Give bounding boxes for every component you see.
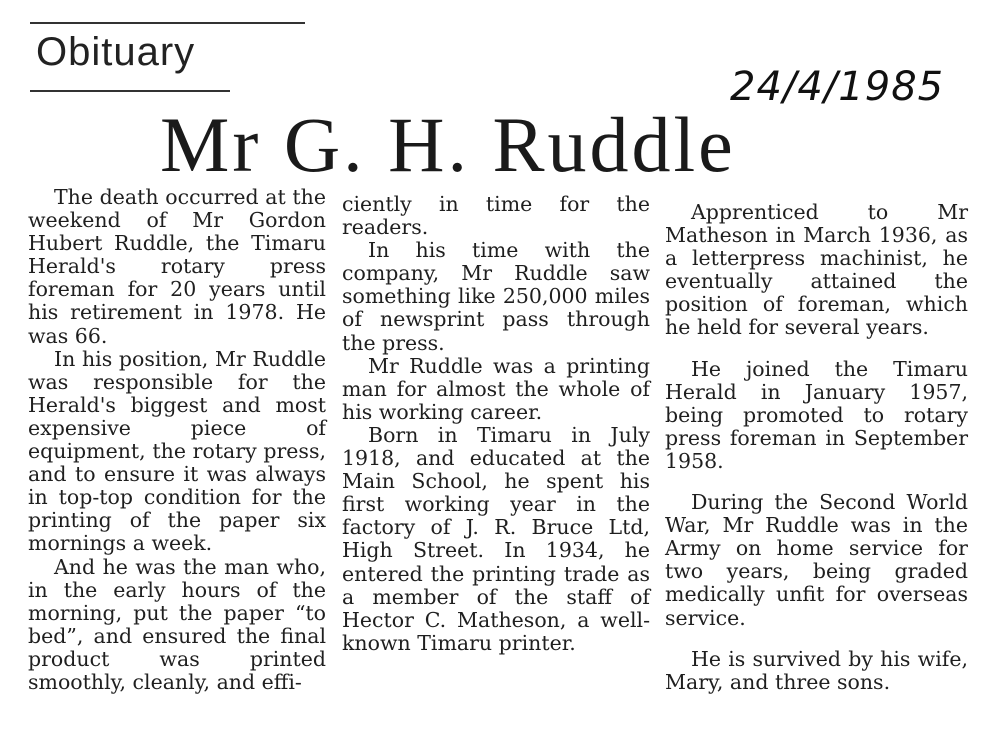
paragraph: Mr Ruddle was a printing man for almost the whole of his working career. — [342, 353, 650, 424]
paragraph: And he was the man who, in the early hours of the morning, put the paper “to bed”, and ensured the final product was printed smoothly, cleanly, and effi- — [28, 554, 326, 694]
paragraph: Born in Timaru in July 1918, and educated at the Main School, he spent his first working year in the factory of J. R. Bruce Ltd, High Street. In 1934, he entered the printing trade as a member of the staff of Hector C. Matheson, a well-known Timaru printer. — [342, 422, 650, 655]
article-column-1 — [28, 186, 326, 694]
top-rule — [30, 22, 305, 24]
section-label-underline — [30, 90, 230, 92]
paragraph: He is survived by his wife, Mary, and three sons. — [665, 646, 968, 694]
article-column-2 — [342, 193, 650, 655]
paragraph: Apprenticed to Mr Matheson in March 1936, as a letterpress machinist, he eventually attained the position of foreman, which he held for several years. — [665, 200, 968, 340]
paragraph: During the Second World War, Mr Ruddle was in the Army on home service for two years, being graded medically unfit for overseas service. — [665, 490, 968, 630]
paragraph: He joined the Timaru Herald in January 1957, being promoted to rotary press foreman in September 1958. — [665, 356, 968, 473]
headline: Mr G. H. Ruddle — [160, 101, 736, 188]
paragraph: In his position, Mr Ruddle was responsible for the Herald's biggest and most expensive piece of equipment, the rotary press, and to ensure it was always in top-top condition for the printing of the paper six mornings a week. — [28, 346, 326, 556]
paragraph: In his time with the company, Mr Ruddle saw something like 250,000 miles of newsprint pass through the press. — [342, 238, 650, 355]
handwritten-date: 24/4/1985 — [730, 64, 945, 110]
article-column-3 — [665, 201, 968, 694]
paragraph: The death occurred at the weekend of Mr Gordon Hubert Ruddle, the Timaru Herald's rotary press foreman for 20 years until his retirement in 1978. He was 66. — [28, 185, 326, 348]
paragraph-continued: ciently in time for the readers. — [342, 192, 650, 240]
section-label: Obituary — [36, 30, 196, 74]
